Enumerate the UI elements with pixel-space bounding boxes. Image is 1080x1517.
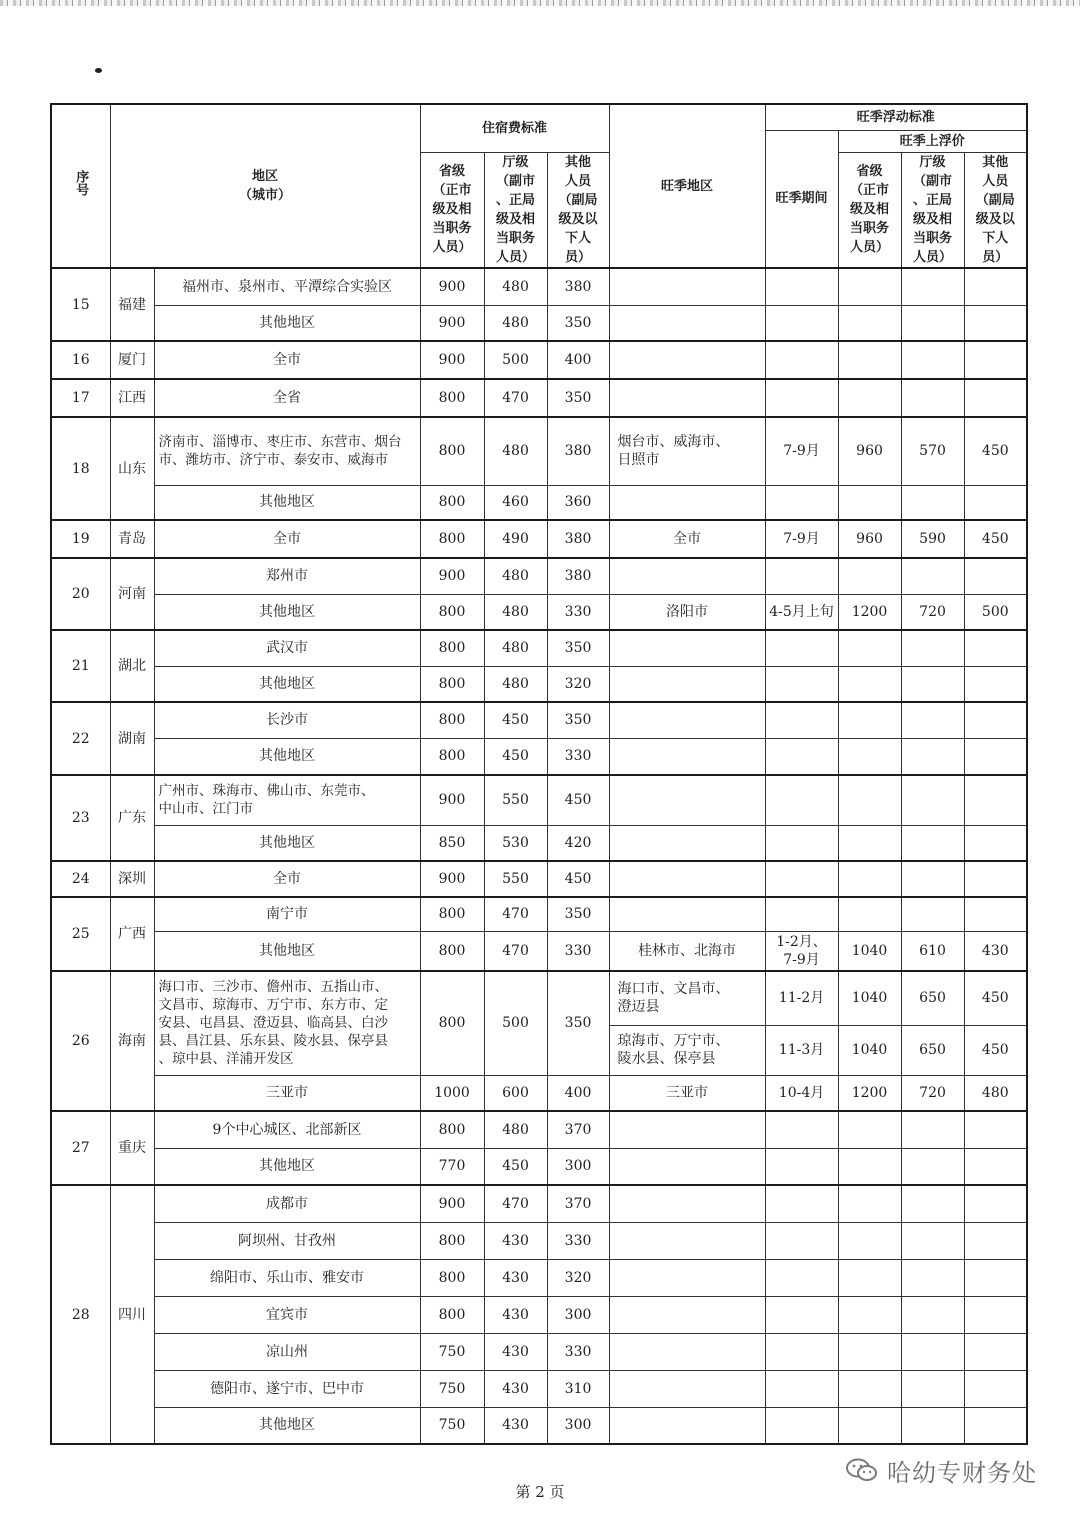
- cell-other: 330: [547, 738, 609, 775]
- peak-area: 全市: [609, 520, 765, 558]
- cell-provincial: 800: [420, 485, 484, 520]
- table-row: [51, 341, 1027, 379]
- table-row: [51, 897, 1027, 931]
- cell-provincial: 800: [420, 702, 484, 738]
- peak-provincial: 1040: [838, 1025, 901, 1075]
- row-seq: 16: [51, 341, 110, 379]
- row-area: 福州市、泉州市、平潭综合实验区: [154, 268, 420, 305]
- row-area: 其他地区: [154, 931, 420, 971]
- peak-bureau: 650: [901, 1025, 964, 1075]
- watermark-text: 哈幼专财务处: [887, 1458, 1037, 1487]
- cell-other: 350: [547, 971, 609, 1075]
- table-row: [51, 1222, 1027, 1259]
- row-area: 全市: [154, 520, 420, 558]
- cell-provincial: 800: [420, 594, 484, 630]
- peak-bureau: 590: [901, 520, 964, 558]
- peak-other: 450: [964, 520, 1027, 558]
- cell-provincial: 750: [420, 1370, 484, 1407]
- row-province: 江西: [110, 379, 154, 417]
- table-row: [51, 305, 1027, 341]
- cell-other: 350: [547, 379, 609, 417]
- cell-bureau: 480: [484, 666, 547, 702]
- table-row: [51, 1075, 1027, 1111]
- cell-provincial: 800: [420, 520, 484, 558]
- cell-provincial: 900: [420, 305, 484, 341]
- header-col-bureau: 厅级 （副市 、正局 级及相 当职务 人员）: [484, 152, 547, 268]
- row-province: 湖北: [110, 630, 154, 702]
- table-row: [51, 379, 1027, 417]
- cell-provincial: 800: [420, 1111, 484, 1148]
- cell-bureau: 430: [484, 1333, 547, 1370]
- row-area: 全市: [154, 861, 420, 897]
- table-row: [51, 1185, 1027, 1222]
- peak-area: 海口市、文昌市、 澄迈县: [609, 971, 765, 1025]
- cell-other: 380: [547, 417, 609, 485]
- cell-other: 310: [547, 1370, 609, 1407]
- peak-bureau: 650: [901, 971, 964, 1025]
- row-area: 阿坝州、甘孜州: [154, 1222, 420, 1259]
- cell-other: 320: [547, 666, 609, 702]
- header-seq: 序号: [51, 104, 110, 268]
- row-seq: 15: [51, 268, 110, 341]
- header-peak-uplift: 旺季上浮价: [838, 130, 1027, 152]
- cell-bureau: 500: [484, 341, 547, 379]
- peak-period: 7-9月: [765, 417, 838, 485]
- table-row: [51, 738, 1027, 775]
- peak-provincial: 1200: [838, 1075, 901, 1111]
- row-area: 绵阳市、乐山市、雅安市: [154, 1259, 420, 1296]
- table-row: [51, 268, 1027, 305]
- table-row: [51, 630, 1027, 666]
- row-seq: 28: [51, 1185, 110, 1444]
- cell-provincial: 900: [420, 268, 484, 305]
- peak-period: 11-2月: [765, 971, 838, 1025]
- cell-provincial: 800: [420, 897, 484, 931]
- table-row: [51, 417, 1027, 485]
- cell-bureau: 480: [484, 630, 547, 666]
- cell-other: 350: [547, 305, 609, 341]
- row-province: 重庆: [110, 1111, 154, 1185]
- cell-bureau: 460: [484, 485, 547, 520]
- row-area: 全省: [154, 379, 420, 417]
- peak-period: 11-3月: [765, 1025, 838, 1075]
- cell-bureau: 500: [484, 971, 547, 1075]
- peak-bureau: 720: [901, 594, 964, 630]
- row-seq: 22: [51, 702, 110, 775]
- row-province: 厦门: [110, 341, 154, 379]
- cell-bureau: 550: [484, 775, 547, 825]
- header-lodging-standard: 住宿费标准: [420, 104, 609, 152]
- row-seq: 20: [51, 558, 110, 630]
- table-row: [51, 702, 1027, 738]
- row-seq: 19: [51, 520, 110, 558]
- cell-provincial: 750: [420, 1333, 484, 1370]
- row-area: 全市: [154, 341, 420, 379]
- header-peak-float-standard: 旺季浮动标准: [765, 104, 1027, 130]
- cell-bureau: 430: [484, 1222, 547, 1259]
- cell-other: 420: [547, 825, 609, 861]
- cell-bureau: 600: [484, 1075, 547, 1111]
- cell-other: 330: [547, 1333, 609, 1370]
- cell-other: 400: [547, 1075, 609, 1111]
- cell-provincial: 750: [420, 1407, 484, 1444]
- peak-other: 500: [964, 594, 1027, 630]
- cell-bureau: 480: [484, 417, 547, 485]
- cell-other: 450: [547, 861, 609, 897]
- cell-bureau: 470: [484, 379, 547, 417]
- cell-other: 330: [547, 594, 609, 630]
- cell-provincial: 800: [420, 417, 484, 485]
- row-area: 9个中心城区、北部新区: [154, 1111, 420, 1148]
- cell-bureau: 470: [484, 897, 547, 931]
- peak-bureau: 570: [901, 417, 964, 485]
- row-area: 其他地区: [154, 1148, 420, 1185]
- row-province: 广东: [110, 775, 154, 861]
- row-province: 湖南: [110, 702, 154, 775]
- row-seq: 23: [51, 775, 110, 861]
- cell-other: 370: [547, 1111, 609, 1148]
- table-row: [51, 1111, 1027, 1148]
- row-area: 凉山州: [154, 1333, 420, 1370]
- header-region: 地区 （城市）: [110, 104, 420, 268]
- cell-provincial: 800: [420, 379, 484, 417]
- cell-provincial: 800: [420, 1259, 484, 1296]
- cell-other: 320: [547, 1259, 609, 1296]
- cell-bureau: 430: [484, 1370, 547, 1407]
- row-area: 其他地区: [154, 305, 420, 341]
- table-row: [51, 1296, 1027, 1333]
- cell-provincial: 900: [420, 341, 484, 379]
- peak-bureau: 610: [901, 931, 964, 971]
- row-province: 广西: [110, 897, 154, 971]
- row-area: 海口市、三沙市、儋州市、五指山市、 文昌市、琼海市、万宁市、东方市、定 安县、屯昌县、澄迈县、临高县、白沙 县、昌江县、乐东县、陵水县、保亭县 、琼中县、洋浦开发区: [154, 971, 420, 1075]
- table-row: [51, 594, 1027, 630]
- row-province: 青岛: [110, 520, 154, 558]
- row-area: 其他地区: [154, 738, 420, 775]
- cell-other: 350: [547, 702, 609, 738]
- cell-other: 350: [547, 897, 609, 931]
- peak-provincial: 1040: [838, 971, 901, 1025]
- peak-period: 4-5月上旬: [765, 594, 838, 630]
- table-row: [51, 485, 1027, 520]
- cell-bureau: 450: [484, 738, 547, 775]
- scan-edge: [0, 0, 1080, 6]
- peak-provincial: 1040: [838, 931, 901, 971]
- peak-area: 三亚市: [609, 1075, 765, 1111]
- cell-other: 300: [547, 1148, 609, 1185]
- row-area: 南宁市: [154, 897, 420, 931]
- cell-other: 300: [547, 1407, 609, 1444]
- row-seq: 21: [51, 630, 110, 702]
- cell-other: 360: [547, 485, 609, 520]
- cell-other: 380: [547, 558, 609, 594]
- row-area: 济南市、淄博市、枣庄市、东营市、烟台 市、潍坊市、济宁市、泰安市、威海市: [154, 417, 420, 485]
- cell-other: 380: [547, 268, 609, 305]
- peak-provincial: 960: [838, 417, 901, 485]
- row-area: 成都市: [154, 1185, 420, 1222]
- row-area: 其他地区: [154, 825, 420, 861]
- peak-period: 7-9月: [765, 520, 838, 558]
- row-province: 河南: [110, 558, 154, 630]
- cell-bureau: 480: [484, 305, 547, 341]
- peak-area: 琼海市、万宁市、 陵水县、保亭县: [609, 1025, 765, 1075]
- cell-other: 450: [547, 775, 609, 825]
- row-area: 德阳市、遂宁市、巴中市: [154, 1370, 420, 1407]
- peak-other: 450: [964, 1025, 1027, 1075]
- cell-other: 350: [547, 630, 609, 666]
- cell-bureau: 430: [484, 1407, 547, 1444]
- peak-period: 1-2月、 7-9月: [765, 931, 838, 971]
- cell-bureau: 470: [484, 931, 547, 971]
- cell-provincial: 800: [420, 971, 484, 1075]
- peak-other: 480: [964, 1075, 1027, 1111]
- cell-other: 330: [547, 1222, 609, 1259]
- header-peak-provincial: 省级 （正市 级及相 当职务 人员）: [838, 152, 901, 268]
- peak-provincial: 960: [838, 520, 901, 558]
- row-province: 深圳: [110, 861, 154, 897]
- cell-bureau: 430: [484, 1259, 547, 1296]
- header-col-other: 其他 人员 （副局 级及以 下人 员）: [547, 152, 609, 268]
- cell-provincial: 800: [420, 666, 484, 702]
- cell-other: 330: [547, 931, 609, 971]
- table-row: [51, 825, 1027, 861]
- row-province: 山东: [110, 417, 154, 520]
- cell-provincial: 850: [420, 825, 484, 861]
- table-row: [51, 520, 1027, 558]
- cell-provincial: 1000: [420, 1075, 484, 1111]
- header-peak-bureau: 厅级 （副市 、正局 级及相 当职务 人员）: [901, 152, 964, 268]
- table-row: [51, 861, 1027, 897]
- lodging-standard-table: [50, 103, 1028, 1445]
- cell-other: 370: [547, 1185, 609, 1222]
- cell-provincial: 900: [420, 558, 484, 594]
- header-peak-period: 旺季期间: [765, 130, 838, 268]
- cell-provincial: 900: [420, 861, 484, 897]
- header-col-provincial: 省级 （正市 级及相 当职务 人员）: [420, 152, 484, 268]
- table-row: [51, 558, 1027, 594]
- cell-bureau: 530: [484, 825, 547, 861]
- cell-bureau: 490: [484, 520, 547, 558]
- header-peak-region: 旺季地区: [609, 104, 765, 268]
- cell-bureau: 480: [484, 268, 547, 305]
- cell-bureau: 480: [484, 594, 547, 630]
- table-row: [51, 1407, 1027, 1444]
- table-row: [51, 1148, 1027, 1185]
- peak-bureau: 720: [901, 1075, 964, 1111]
- cell-other: 400: [547, 341, 609, 379]
- cell-provincial: 800: [420, 738, 484, 775]
- row-area: 其他地区: [154, 666, 420, 702]
- row-province: 四川: [110, 1185, 154, 1444]
- cell-provincial: 800: [420, 1222, 484, 1259]
- row-area: 宜宾市: [154, 1296, 420, 1333]
- table-row: [51, 1259, 1027, 1296]
- row-area: 其他地区: [154, 1407, 420, 1444]
- peak-provincial: 1200: [838, 594, 901, 630]
- row-province: 海南: [110, 971, 154, 1111]
- cell-provincial: 770: [420, 1148, 484, 1185]
- row-area: 武汉市: [154, 630, 420, 666]
- peak-area: 桂林市、北海市: [609, 931, 765, 971]
- cell-bureau: 430: [484, 1296, 547, 1333]
- table-row: [51, 971, 1027, 1025]
- table-row: [51, 775, 1027, 825]
- cell-provincial: 800: [420, 1296, 484, 1333]
- peak-other: 430: [964, 931, 1027, 971]
- cell-provincial: 900: [420, 775, 484, 825]
- cell-provincial: 800: [420, 630, 484, 666]
- row-seq: 26: [51, 971, 110, 1111]
- row-area: 三亚市: [154, 1075, 420, 1111]
- row-seq: 18: [51, 417, 110, 520]
- cell-provincial: 900: [420, 1185, 484, 1222]
- row-area: 长沙市: [154, 702, 420, 738]
- row-seq: 24: [51, 861, 110, 897]
- table-row: [51, 1370, 1027, 1407]
- row-area: 其他地区: [154, 485, 420, 520]
- cell-bureau: 450: [484, 1148, 547, 1185]
- row-area: 其他地区: [154, 594, 420, 630]
- scan-dot: [95, 68, 102, 73]
- wechat-icon: [845, 1457, 879, 1483]
- row-area: 郑州市: [154, 558, 420, 594]
- header-peak-other: 其他 人员 （副局 级及以 下人 员）: [964, 152, 1027, 268]
- peak-other: 450: [964, 417, 1027, 485]
- row-province: 福建: [110, 268, 154, 341]
- cell-bureau: 550: [484, 861, 547, 897]
- row-seq: 17: [51, 379, 110, 417]
- peak-area: 洛阳市: [609, 594, 765, 630]
- table-row: [51, 1333, 1027, 1370]
- cell-bureau: 480: [484, 558, 547, 594]
- page-number: 第 2 页: [515, 1483, 565, 1501]
- peak-area: 烟台市、威海市、 日照市: [609, 417, 765, 485]
- header-row-1: [51, 104, 1027, 130]
- row-seq: 25: [51, 897, 110, 971]
- cell-other: 380: [547, 520, 609, 558]
- peak-other: 450: [964, 971, 1027, 1025]
- table-row: [51, 931, 1027, 971]
- row-area: 广州市、珠海市、佛山市、东莞市、 中山市、江门市: [154, 775, 420, 825]
- cell-bureau: 480: [484, 1111, 547, 1148]
- peak-period: 10-4月: [765, 1075, 838, 1111]
- row-seq: 27: [51, 1111, 110, 1185]
- cell-provincial: 800: [420, 931, 484, 971]
- cell-bureau: 470: [484, 1185, 547, 1222]
- cell-bureau: 450: [484, 702, 547, 738]
- cell-other: 300: [547, 1296, 609, 1333]
- table-row: [51, 666, 1027, 702]
